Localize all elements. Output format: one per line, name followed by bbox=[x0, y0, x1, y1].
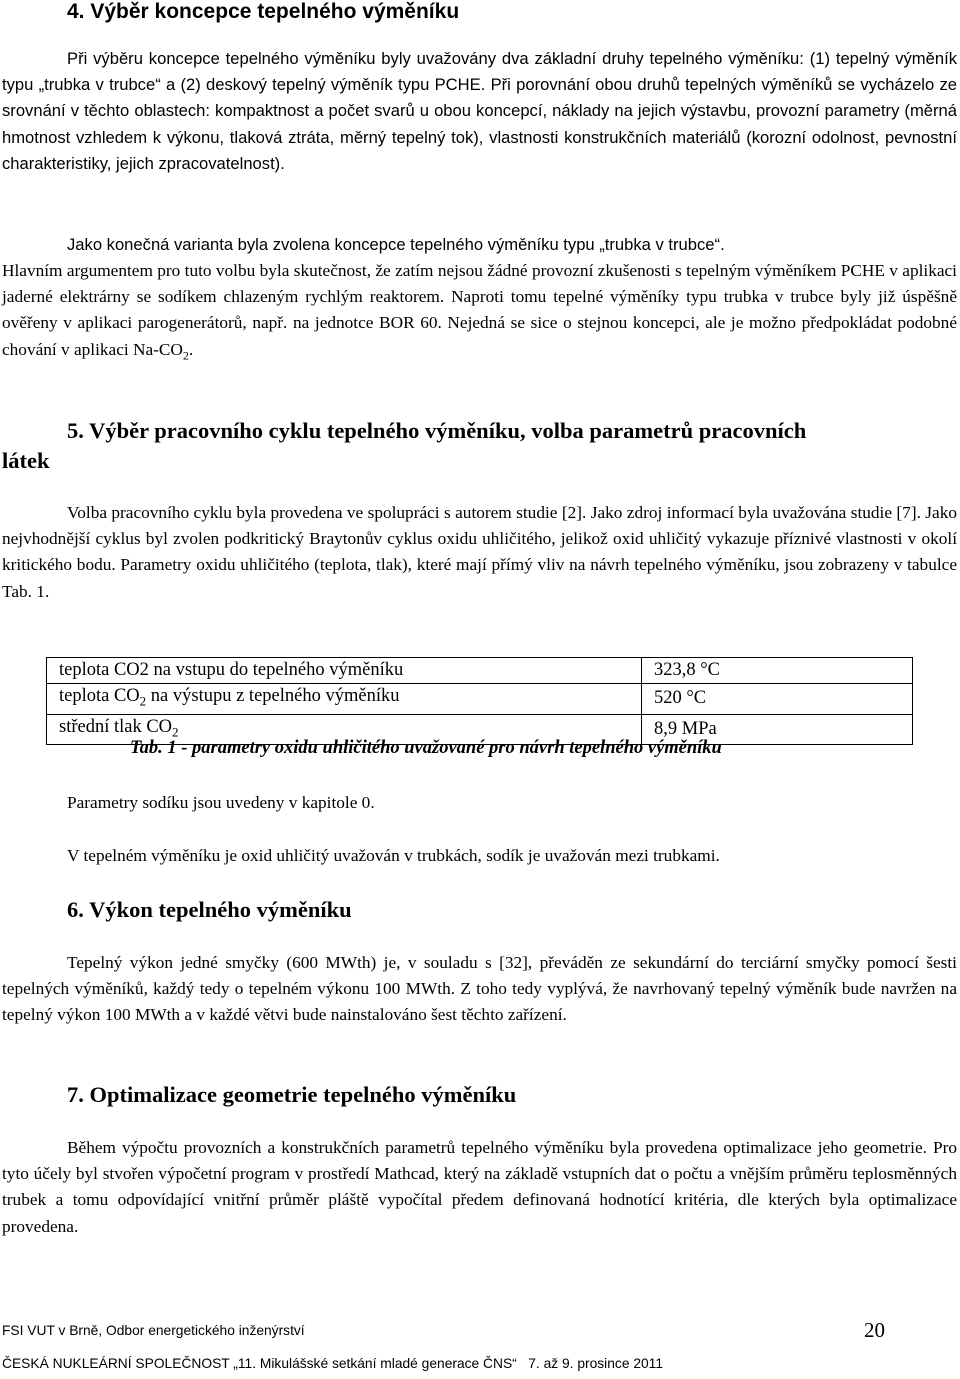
paragraph-flow-arrangement: V tepelném výměníku je oxid uhličitý uvažován v trubkách, sodík je uvažován mezi trubkami. bbox=[67, 846, 720, 865]
paragraph-thermal-power: Tepelný výkon jedné smyčky (600 MWth) je, v souladu s [32], převáděn ze sekundární do terciární smyčky pomocí šesti tepelných výměníků, každý tedy o tepelném výkonu 100 MWth. Z toho tedy vyplývá, že navrhovaný tepelný výměník bude navržen na tepelný výkon 100 MWth a v každé větvi bude nainstalováno šest těchto zařízení. bbox=[2, 953, 957, 1025]
paragraph-sodium-parameters: Parametry sodíku jsou uvedeny v kapitole 0. bbox=[67, 793, 375, 812]
paragraph-geometry-optimization: Během výpočtu provozních a konstrukčních parametrů tepelného výměníku byla provedena optimalizace jeho geometrie. Pro tyto účely byl stvořen výpočetní program v prostředí Mathcad, který na základě vstupních dat o počtu a vnějším průměru teplosměnných trubek a tomu odpovídající vnitřní průměr pláště vypočítal předem definovaná hodnotící kritéria, dle kterých byla optimalizace provedena. bbox=[2, 1138, 957, 1236]
table-cell-value: 323,8 °C bbox=[642, 658, 913, 684]
co2-subscript: 2 bbox=[139, 693, 147, 709]
footer-event: ČESKÁ NUKLEÁRNÍ SPOLEČNOST „11. Mikulášské setkání mladé generace ČNS“ 7. až 9. prosince 2011 bbox=[2, 1356, 663, 1371]
footer-institution: FSI VUT v Brně, Odbor energetického inženýrství bbox=[2, 1323, 305, 1338]
paragraph-argument bbox=[2, 258, 957, 368]
section-5-heading-line1: 5. Výběr pracovního cyklu tepelného výměníku, volba parametrů pracovních bbox=[67, 418, 807, 443]
paragraph-argument-end: . bbox=[188, 339, 194, 359]
page-number: 20 bbox=[864, 1318, 885, 1342]
co2-subscript: 2 bbox=[172, 724, 179, 740]
paragraph-concept-selection: Při výběru koncepce tepelného výměníku byly uvažovány dva základní druhy tepelného výměníku: (1) tepelný výměník typu „trubka v trubce“ a (2) deskový tepelný výměník typu PCHE. Při porovnání obou druhů tepelných výměníků se vycházelo ze srovnání v těchto oblastech: kompaktnost a počet svarů u obou koncepcí, náklady na jejich výstavbu, provozní parametry (měrná hmotnost vzhledem k výkonu, tlaková ztráta, měrný tepelný tok), vlastnosti konstrukčních materiálů (korozní odolnost, pevnostní charakteristiky, jejich zpracovatelnost). bbox=[2, 49, 957, 173]
table-cell-label: teplota CO2 na vstupu do tepelného výměníku bbox=[47, 658, 642, 684]
section-4-heading: 4. Výběr koncepce tepelného výměníku bbox=[67, 0, 460, 23]
section-7-heading: 7. Optimalizace geometrie tepelného výměníku bbox=[67, 1082, 517, 1107]
label-part: teplota CO bbox=[59, 686, 140, 706]
table-row bbox=[47, 684, 913, 715]
section-5-heading-line2: látek bbox=[2, 448, 50, 473]
table-caption: Tab. 1 - parametry oxidu uhličitého uvažované pro návrh tepelného výměníku bbox=[130, 738, 722, 758]
table-row bbox=[47, 658, 913, 684]
paragraph-argument-text: Hlavním argumentem pro tuto volbu byla skutečnost, že zatím nejsou žádné provozní zkušenosti s tepelným výměníkem PCHE v aplikaci jaderné elektrárny se sodíkem chlazeným rychlým reaktorem. Naproti tomu tepelné výměníky typu trubka v trubce byly již úspěšně ověřeny v aplikaci parogenerátorů, např. na jednotce BOR 60. Nejedná se sice o stejnou koncepci, ale je možno předpokládat podobné chování v aplikaci Na-CO bbox=[2, 261, 957, 359]
section-6-heading: 6. Výkon tepelného výměníku bbox=[67, 897, 352, 922]
label-part: střední tlak CO bbox=[59, 716, 173, 737]
table-cell-value: 520 °C bbox=[642, 684, 913, 715]
table-cell-value: 8,9 MPa bbox=[642, 714, 913, 745]
co2-subscript: 2 bbox=[182, 348, 189, 363]
paragraph-final-variant-sentence: Jako konečná varianta byla zvolena koncepce tepelného výměníku typu „trubka v trubce“. bbox=[67, 235, 725, 254]
co2-parameters-table bbox=[46, 657, 913, 745]
paragraph-working-cycle: Volba pracovního cyklu byla provedena ve spolupráci s autorem studie [2]. Jako zdroj informací byla uvažována studie [7]. Jako nejvhodnější cyklus byl zvolen podkritický Braytonův cyklus oxidu uhličitého, jelikož oxid uhličitý vykazuje příznivé vlastnosti v okolí kritického bodu. Parametry oxidu uhličitého (teplota, tlak), které mají přímý vliv na návrh tepelného výměníku, jsou zobrazeny v tabulce Tab. 1. bbox=[2, 503, 957, 601]
table-cell-label bbox=[47, 684, 642, 715]
label-part: na výstupu z tepelného výměníku bbox=[146, 686, 400, 706]
